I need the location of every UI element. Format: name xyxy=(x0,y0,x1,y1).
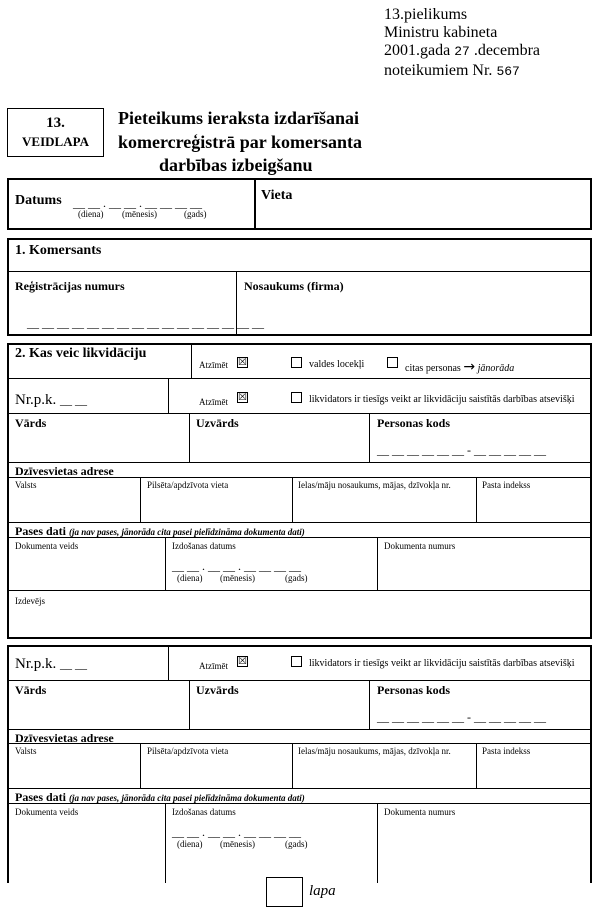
date-field[interactable]: __ __ . __ __ . __ __ __ __ xyxy=(73,196,202,210)
regulation-date: 2001.gada 27 .decembra xyxy=(384,42,540,59)
person2-last-name-label: Uzvārds xyxy=(196,683,239,697)
example-checkbox: ☒ xyxy=(238,656,247,667)
person2-independent-checkbox[interactable] xyxy=(291,656,302,667)
person2-first-name-label: Vārds xyxy=(15,683,47,697)
person2-nrpk-label: Nr.p.k. __ __ xyxy=(15,656,87,672)
regulation-number: noteikumiem Nr. 567 xyxy=(384,62,520,79)
person2-personal-code-field[interactable]: __ __ __ __ __ __ - __ __ __ __ __ xyxy=(377,710,546,724)
person1-issue-date-field[interactable]: __ __ . __ __ . __ __ __ __ xyxy=(172,559,301,573)
section2-box xyxy=(7,343,592,639)
person1-passport-title: Pases dati (ja nav pases, jānorāda cita pasei pielīdzināma dokumenta dati) xyxy=(15,524,305,538)
person2-address-title: Dzīvesvietas adrese xyxy=(15,731,114,745)
date-label: Datums xyxy=(15,193,62,208)
place-label: Vieta xyxy=(261,188,293,203)
page-number-box[interactable] xyxy=(266,877,303,907)
section1-title: 1. Komersants xyxy=(15,243,102,258)
form-title-line3: darbības izbeigšanu xyxy=(159,155,313,175)
person1-last-name-label: Uzvārds xyxy=(196,416,239,430)
company-name-input[interactable] xyxy=(240,295,588,333)
reg-number-field[interactable]: __ __ __ __ __ __ __ __ __ __ __ __ __ __ __ __ xyxy=(27,316,264,330)
example-checkbox: ☒ xyxy=(238,392,247,403)
person2-passport-title: Pases dati (ja nav pases, jānorāda cita pasei pielīdzināma dokumenta dati) xyxy=(15,790,305,804)
page-label: lapa xyxy=(309,883,336,899)
person1-address-title: Dzīvesvietas adrese xyxy=(15,464,114,478)
cabinet-label: Ministru kabineta xyxy=(384,24,498,41)
appendix-number: 13.pielikums xyxy=(384,6,468,23)
company-name-label: Nosaukums (firma) xyxy=(244,279,344,293)
person2-issue-date-field[interactable]: __ __ . __ __ . __ __ __ __ xyxy=(172,825,301,839)
person1-independent-checkbox[interactable] xyxy=(291,392,302,403)
form-number: 13. xyxy=(46,115,65,131)
board-members-checkbox[interactable] xyxy=(291,357,302,368)
person1-first-name-label: Vārds xyxy=(15,416,47,430)
reg-number-label: Reģistrācijas numurs xyxy=(15,279,125,293)
section2-title: 2. Kas veic likvidāciju xyxy=(15,346,147,361)
other-persons-checkbox[interactable] xyxy=(387,357,398,368)
person2-personal-code-label: Personas kods xyxy=(377,683,451,697)
person1-personal-code-field[interactable]: __ __ __ __ __ __ - __ __ __ __ __ xyxy=(377,443,546,457)
example-checkbox: ☒ xyxy=(238,357,247,368)
form-title-line2: komercreģistrā par komersanta xyxy=(118,132,362,152)
place-input[interactable] xyxy=(300,182,586,226)
form-title-line1: Pieteikums ieraksta izdarīšanai xyxy=(118,108,359,128)
person1-nrpk-label: Nr.p.k. __ __ xyxy=(15,392,87,408)
person1-personal-code-label: Personas kods xyxy=(377,416,451,430)
form-label: VEIDLAPA xyxy=(22,134,89,149)
